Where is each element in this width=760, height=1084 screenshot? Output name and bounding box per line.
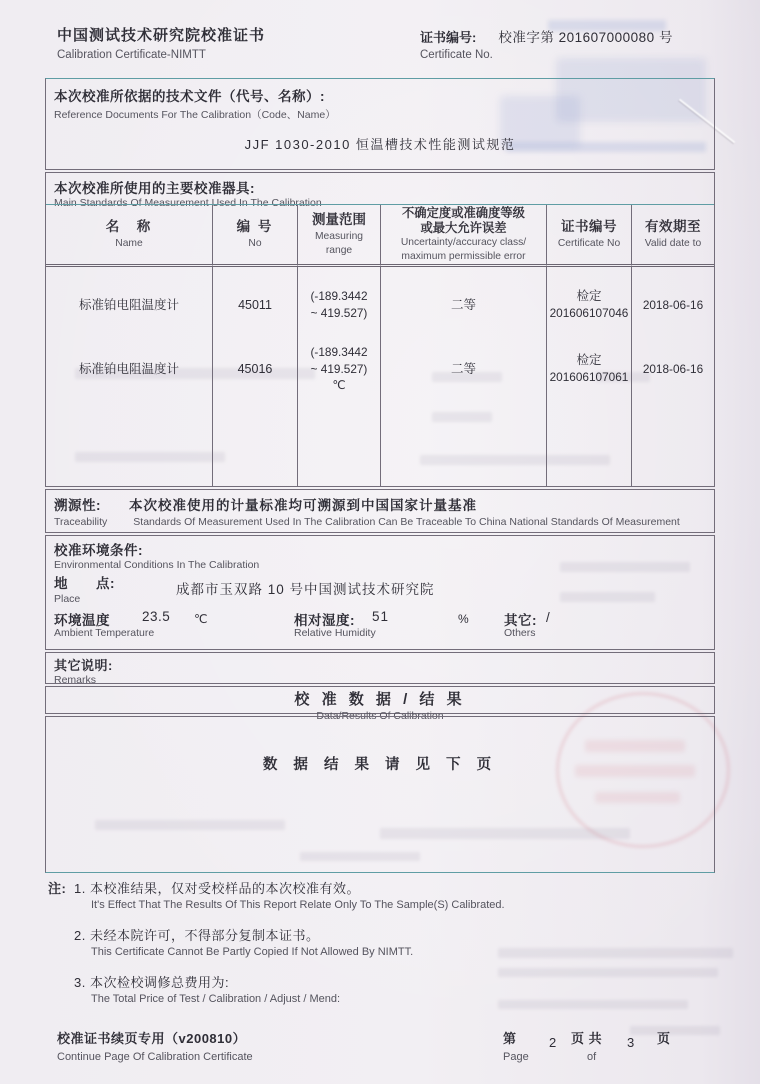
- col-header-name-cn: 名 称: [105, 219, 153, 235]
- notes-label: 注:: [48, 881, 67, 896]
- page-total: 3: [627, 1035, 635, 1050]
- traceability-label-cn: 溯源性:: [54, 498, 101, 513]
- note-item: [74, 972, 708, 1005]
- row2-certno-line1: 检定: [576, 353, 602, 368]
- main-standards-section: [45, 172, 715, 487]
- col-header-range: [298, 205, 381, 267]
- row2-range: [310, 333, 367, 405]
- col-header-range-cn: 测量范围: [312, 212, 366, 228]
- row2-valid-date: 2018-06-16: [642, 361, 704, 376]
- environment-section: [45, 535, 715, 650]
- pages-label-cn: 页 共: [571, 1031, 603, 1046]
- document-title-cn: 中国测试技术研究院校准证书: [57, 27, 266, 44]
- table-col-no: [213, 267, 298, 486]
- certificate-no-value: 校准字第 201607000080 号: [498, 30, 673, 45]
- row1-certno: [550, 277, 629, 333]
- standards-title-en: Main Standards Of Measurement Used In The Calibration: [54, 197, 322, 209]
- humidity-label-en: Relative Humidity: [294, 627, 376, 639]
- footer-left-cn: 校准证书续页专用（v200810）: [57, 1031, 247, 1046]
- note-item: [74, 925, 708, 958]
- row1-range: [310, 277, 367, 333]
- col-header-name: [46, 205, 213, 267]
- document-header-left: [57, 24, 265, 61]
- reference-document-value: JJF 1030-2010 恒温槽技术性能测试规范: [244, 137, 516, 152]
- pages-label-en: of: [587, 1051, 597, 1063]
- table-col-uncertainty: [381, 267, 547, 486]
- col-header-valid: [632, 205, 714, 267]
- table-col-name: [46, 267, 213, 486]
- results-title-cn: 校 准 数 据 / 结 果: [294, 691, 466, 708]
- place-label: [54, 572, 115, 605]
- standards-table: [46, 204, 714, 486]
- page-suffix-cn: 页: [657, 1031, 671, 1046]
- row1-no: 45011: [238, 297, 272, 312]
- note-item: [74, 878, 708, 911]
- traceability-section: [45, 489, 715, 533]
- col-header-name-en: Name: [115, 238, 143, 250]
- row1-certno-line1: 检定: [576, 289, 602, 304]
- row1-range-line1: (-189.3442: [310, 289, 368, 304]
- note-2-en: This Certificate Cannot Be Partly Copied If Not Allowed By NIMTT.: [91, 946, 414, 958]
- footer-left: [57, 1028, 253, 1063]
- reference-label-cn: 本次校准所依据的技术文件（代号、名称）:: [54, 89, 325, 104]
- col-header-uncertainty-cn2: 或最大允许误差: [420, 220, 507, 235]
- place-label-en: Place: [54, 593, 81, 605]
- traceability-label-en: Traceability: [54, 516, 108, 528]
- temperature-value: 23.5: [142, 609, 171, 624]
- row1-valid-date: 2018-06-16: [642, 297, 704, 312]
- standards-title-cn: 本次校准所使用的主要校准器具:: [54, 181, 255, 196]
- col-header-valid-en: Valid date to: [644, 238, 702, 250]
- humidity-value: 51: [372, 609, 390, 624]
- col-header-uncertainty-en2: maximum permissible error: [401, 251, 526, 263]
- note-3-en: The Total Price of Test / Calibration / Adjust / Mend:: [91, 993, 341, 1005]
- col-header-valid-cn: 有效期至: [645, 219, 701, 235]
- row1-certno-line2: 201606107046: [549, 306, 629, 321]
- certificate-no-label-cn: 证书编号:: [420, 30, 477, 45]
- row2-uncertainty: 二等: [450, 361, 476, 376]
- environment-title-cn: 校准环境条件:: [54, 543, 143, 558]
- row2-range-line2: ~ 419.527): [310, 361, 368, 376]
- col-header-uncertainty-en1: Uncertainty/accuracy class/: [400, 237, 527, 249]
- row2-certno: [550, 333, 629, 405]
- row1-uncertainty: 二等: [450, 297, 476, 312]
- col-header-no-cn: 编 号: [236, 219, 274, 235]
- results-title-section: [45, 686, 715, 722]
- temperature-label-en: Ambient Temperature: [54, 627, 155, 639]
- document-header-right: [420, 26, 673, 61]
- col-header-no: [213, 205, 298, 267]
- reference-documents-section: [45, 78, 715, 170]
- note-1-cn: 1. 本校准结果，仅对受校样品的本次校准有效。: [74, 881, 360, 896]
- col-header-certno-en: Certificate No: [557, 238, 621, 250]
- results-title-en: Data/Results Of Calibration: [316, 710, 444, 722]
- row2-no: 45016: [237, 361, 273, 376]
- page-current: 2: [549, 1035, 557, 1050]
- col-header-uncertainty: [381, 205, 547, 267]
- others-label-en: Others: [504, 627, 536, 639]
- note-1-en: It's Effect That The Results Of This Report Relate Only To The Sample(S) Calibrated.: [91, 899, 505, 911]
- note-2-cn: 2. 未经本院许可，不得部分复制本证书。: [74, 928, 320, 943]
- table-col-certno: [547, 267, 632, 486]
- results-body-section: [45, 716, 715, 873]
- document-title-en: Calibration Certificate-NIMTT: [57, 49, 206, 61]
- place-label-cn: 地 点:: [54, 576, 115, 591]
- page-label-cn: 第: [503, 1031, 517, 1046]
- notes-section: [48, 878, 708, 1019]
- temperature-label-cn: 环境温度: [54, 613, 110, 628]
- row1-range-line2: ~ 419.527): [310, 306, 368, 320]
- traceability-text-en: Standards Of Measurement Used In The Calibration Can Be Traceable To China National Standards Of Measurement: [133, 516, 680, 528]
- humidity-label-cn: 相对湿度:: [294, 613, 355, 628]
- note-3-cn: 3. 本次检校调修总费用为:: [74, 975, 230, 990]
- col-header-certno: [547, 205, 632, 267]
- col-header-no-en: No: [248, 238, 262, 250]
- col-header-range-en2: range: [325, 244, 353, 256]
- page-label-en: Page: [503, 1051, 529, 1063]
- place-value: 成都市玉双路 10 号中国测试技术研究院: [176, 582, 435, 597]
- row1-name: 标准铂电阻温度计: [78, 297, 179, 312]
- remarks-label-cn: 其它说明:: [54, 658, 113, 673]
- table-col-range: [298, 267, 381, 486]
- remarks-label-en: Remarks: [54, 674, 97, 686]
- col-header-range-en: Measuring: [314, 231, 364, 243]
- footer-pagination: [503, 1028, 671, 1063]
- row2-name: 标准铂电阻温度计: [78, 361, 179, 376]
- certificate-no-label-en: Certificate No.: [420, 49, 493, 61]
- reference-label-en: Reference Documents For The Calibration（Code、Name）: [54, 109, 336, 121]
- table-col-valid: [632, 267, 714, 486]
- others-value: /: [546, 610, 551, 625]
- results-body-text: 数 据 结 果 请 见 下 页: [262, 757, 498, 773]
- col-header-certno-cn: 证书编号: [561, 219, 617, 235]
- footer-left-en: Continue Page Of Calibration Certificate: [57, 1051, 253, 1063]
- col-header-uncertainty-cn1: 不确定度或准确度等级: [402, 205, 525, 220]
- traceability-text-cn: 本次校准使用的计量标准均可溯源到中国国家计量基准: [129, 498, 477, 513]
- environment-title-en: Environmental Conditions In The Calibration: [54, 559, 260, 571]
- others-label-cn: 其它:: [504, 613, 537, 628]
- remarks-section: [45, 652, 715, 684]
- row2-range-line1: (-189.3442: [310, 345, 368, 360]
- humidity-unit: %: [458, 612, 469, 626]
- row2-range-unit: ℃: [332, 378, 346, 393]
- row2-certno-line2: 201606107061: [549, 370, 629, 385]
- temperature-unit: ℃: [194, 612, 208, 626]
